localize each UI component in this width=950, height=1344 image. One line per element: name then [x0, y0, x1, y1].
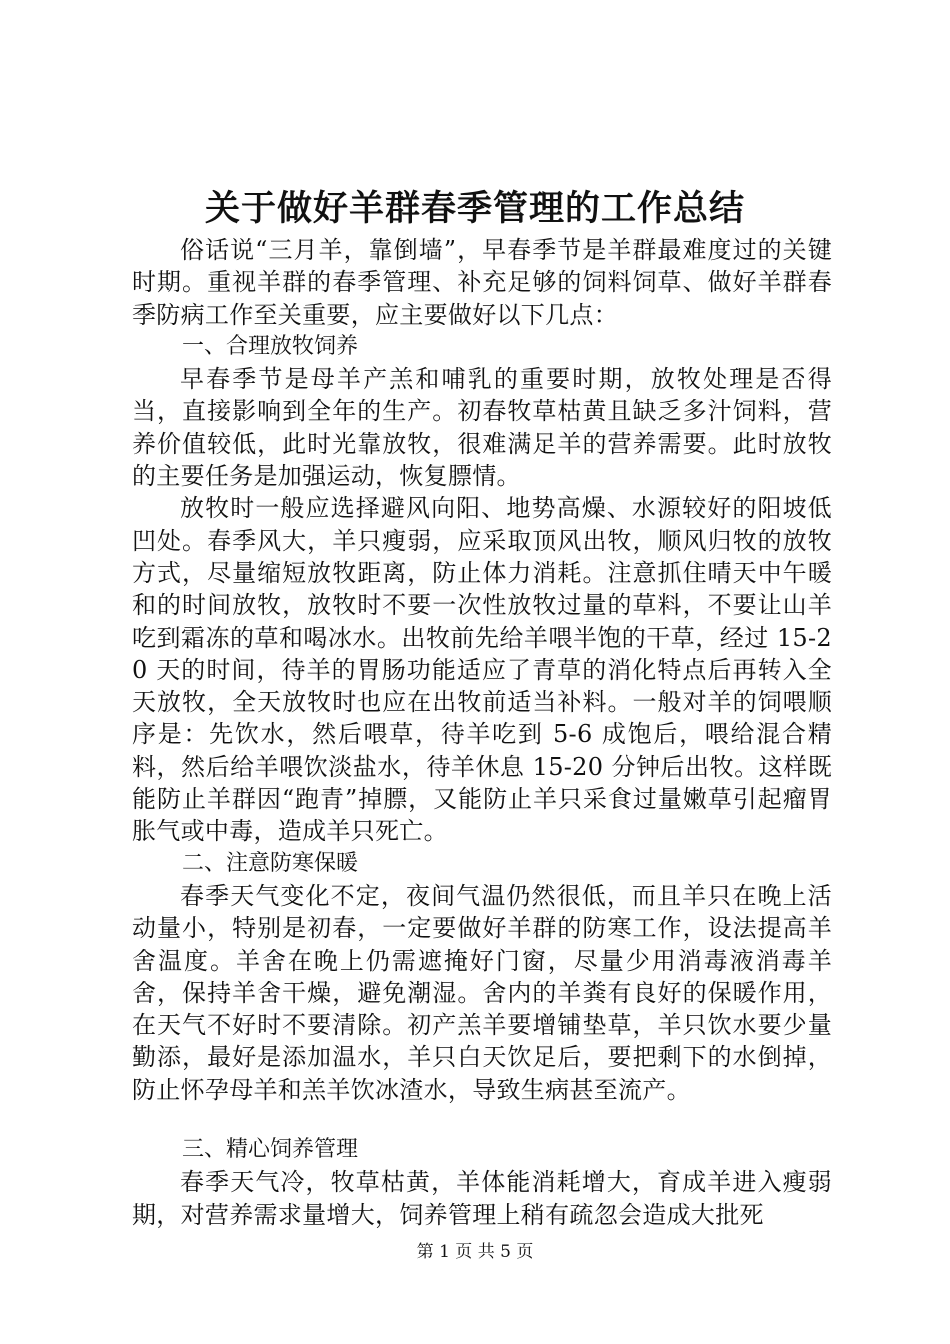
section-1-paragraph-1: 早春季节是母羊产羔和哺乳的重要时期，放牧处理是否得当，直接影响到全年的生产。初春牧草枯黄且缺乏多汁饲料，营养价值较低，此时光靠放牧，很难满足羊的营养需要。此时放牧的主要任务是加强运动，恢复膘情。 [132, 365, 832, 491]
section-heading-1: 一、合理放牧饲养 [182, 333, 359, 359]
document-title: 关于做好羊群春季管理的工作总结 [204, 188, 745, 229]
document-body [132, 234, 832, 1231]
section-heading-2: 二、注意防寒保暖 [182, 850, 359, 876]
section-2-paragraph-1: 春季天气变化不定，夜间气温仍然很低，而且羊只在晚上活动量小，特别是初春，一定要做好羊群的防寒工作，设法提高羊舍温度。羊舍在晚上仍需遮掩好门窗，尽量少用消毒液消毒羊舍，保持羊舍干燥，避免潮湿。舍内的羊粪有良好的保暖作用，在天气不好时不要清除。初产羔羊要增铺垫草，羊只饮水要少量勤添，最好是添加温水，羊只白天饮足后，要把剩下的水倒掉，防止怀孕母羊和羔羊饮冰渣水，导致生病甚至流产。 [132, 881, 832, 1104]
section-3-paragraph-1: 春季天气冷，牧草枯黄，羊体能消耗增大，育成羊进入瘦弱期，对营养需求量增大，饲养管理上稍有疏忽会造成大批死 [132, 1168, 832, 1229]
page-number-footer: 第 1 页 共 5 页 [416, 1242, 534, 1262]
section-heading-3: 三、精心饲养管理 [182, 1137, 359, 1163]
paragraph-gap [132, 1106, 832, 1134]
intro-paragraph: 俗话说“三月羊，靠倒墙”，早春季节是羊群最难度过的关键时期。重视羊群的春季管理、补充足够的饲料饲草、做好羊群春季防病工作至关重要，应主要做好以下几点： [132, 236, 832, 329]
section-1-paragraph-2: 放牧时一般应选择避风向阳、地势高燥、水源较好的阳坡低凹处。春季风大，羊只瘦弱，应采取顶风出牧，顺风归牧的放牧方式，尽量缩短放牧距离，防止体力消耗。注意抓住晴天中午暖和的时间放牧，放牧时不要一次性放牧过量的草料，不要让山羊吃到霜冻的草和喝冰水。出牧前先给羊喂半饱的干草，经过 15-20 天的时间，待羊的胃肠功能适应了青草的消化特点后再转入全天放牧，全天放牧时也应在出牧前适当补料。一般对羊的饲喂顺序是：先饮水，然后喂草，待羊吃到 5-6 成饱后，喂给混合精料，然后给羊喂饮淡盐水，待羊休息 15-20 分钟后出牧。这样既能防止羊群因“跑青”掉膘，又能防止羊只采食过量嫩草引起瘤胃胀气或中毒，造成羊只死亡。 [132, 494, 832, 846]
